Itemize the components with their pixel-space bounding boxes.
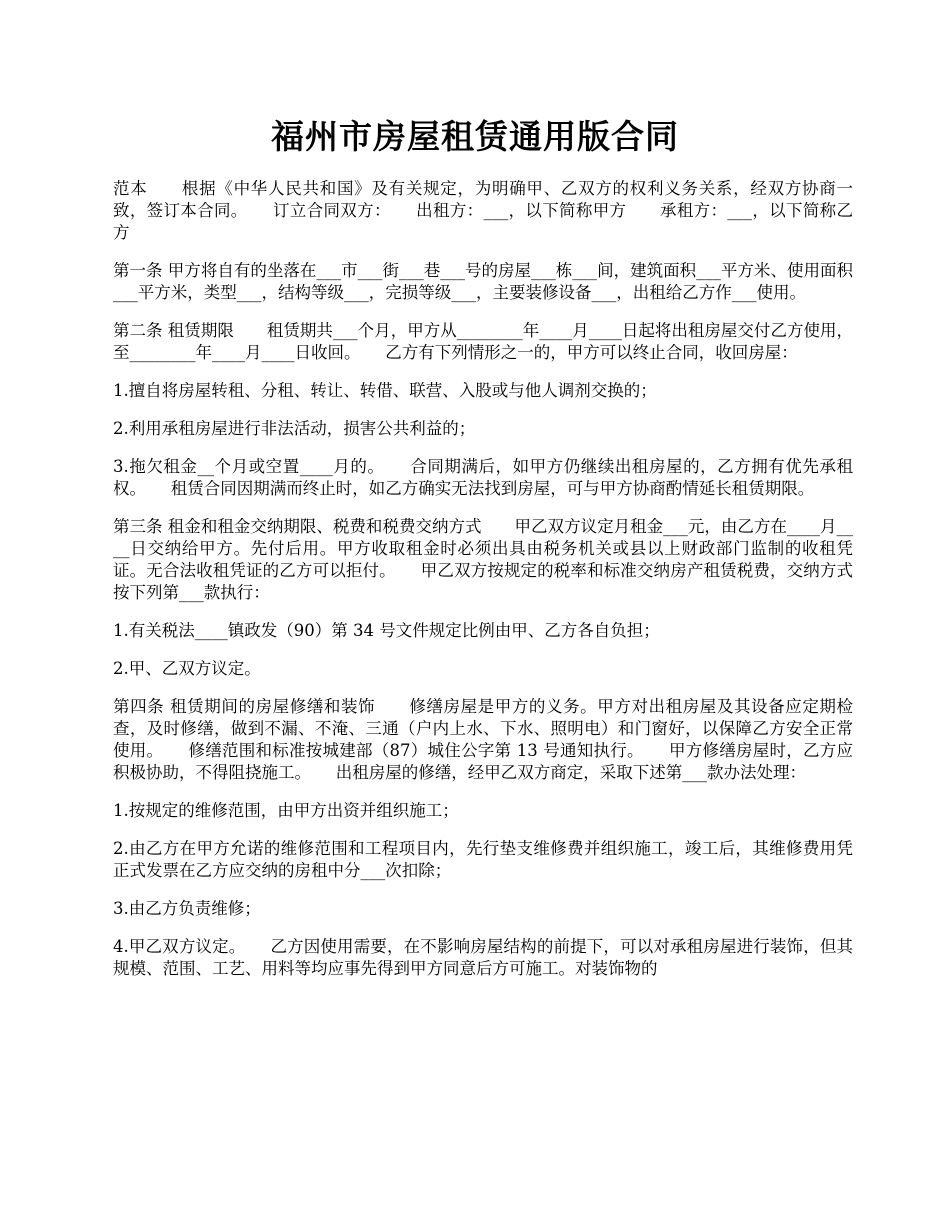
- paragraph-article-4-item-1: 1.按规定的维修范围，由甲方出资并组织施工；: [113, 801, 459, 820]
- paragraph-article-2-item-3: 3.拖欠租金__个月或空置____月的。 合同期满后，如甲方仍继续出租房屋的，乙方拥有优先承租权。 租赁合同因期满而终止时，如乙方确实无法找到房屋，可与甲方协商酌情延长租赁期限。: [113, 457, 853, 498]
- paragraph-article-2: 第二条 租赁期限 租赁期共___个月，甲方从________年____月____日起将出租房屋交付乙方使用，至________年____月____日收回。 乙方有下列情形之一的，甲方可以终止合同，收回房屋：: [113, 321, 853, 362]
- paragraph-article-4-item-2: 2.由乙方在甲方允诺的维修范围和工程项目内，先行垫支维修费并组织施工，竣工后，其维修费用凭正式发票在乙方应交纳的房租中分___次扣除；: [113, 839, 853, 880]
- paragraph-article-4-item-4: 4.甲乙双方议定。 乙方因使用需要，在不影响房屋结构的前提下，可以对承租房屋进行装饰，但其规模、范围、工艺、用料等均应事先得到甲方同意后方可施工。对装饰物的: [113, 937, 853, 978]
- document-title: 福州市房屋租赁通用版合同: [271, 117, 679, 156]
- paragraph-article-4: 第四条 租赁期间的房屋修缮和装饰 修缮房屋是甲方的义务。甲方对出租房屋及其设备应定期检查，及时修缮，做到不漏、不淹、三通（户内上水、下水、照明电）和门窗好，以保障乙方安全正常使用。 修缮范围和标准按城建部（87）城住公字第 13 号通知执行。 甲方修缮房屋时，乙方应积极协助，不得阻挠施工。 出租房屋的修缮，经甲乙双方商定，采取下述第___款办法处理：: [113, 697, 853, 782]
- paragraph-article-3: 第三条 租金和租金交纳期限、税费和税费交纳方式 甲乙双方议定月租金___元，由乙方在____月____日交纳给甲方。先付后用。甲方收取租金时必须出具由税务机关或县以上财政部门监制的收租凭证。无合法收租凭证的乙方可以拒付。 甲乙双方按规定的税率和标准交纳房产租赁税费，交纳方式按下列第___款执行：: [113, 517, 853, 602]
- paragraph-article-2-item-1: 1.擅自将房屋转租、分租、转让、转借、联营、入股或与他人调剂交换的；: [113, 381, 657, 400]
- paragraph-article-2-item-2: 2.利用承租房屋进行非法活动，损害公共利益的；: [113, 419, 476, 438]
- paragraph-article-1: 第一条 甲方将自有的坐落在___市___街___巷___号的房屋___栋___间，建筑面积___平方米、使用面积___平方米，类型___，结构等级___，完损等级___，主要装修设备___，出租给乙方作___使用。: [113, 261, 853, 302]
- document-body: [113, 178, 853, 996]
- paragraph-article-4-item-3: 3.由乙方负责维修；: [113, 899, 261, 918]
- paragraph-article-3-item-1: 1.有关税法____镇政发（90）第 34 号文件规定比例由甲、乙方各自负担；: [113, 621, 660, 640]
- paragraph-article-3-item-2: 2.甲、乙双方议定。: [113, 659, 261, 678]
- paragraph-preamble: 范本 根据《中华人民共和国》及有关规定，为明确甲、乙双方的权利义务关系，经双方协商一致，签订本合同。 订立合同双方： 出租方：___，以下简称甲方 承租方：___，以下简称乙方: [113, 179, 854, 242]
